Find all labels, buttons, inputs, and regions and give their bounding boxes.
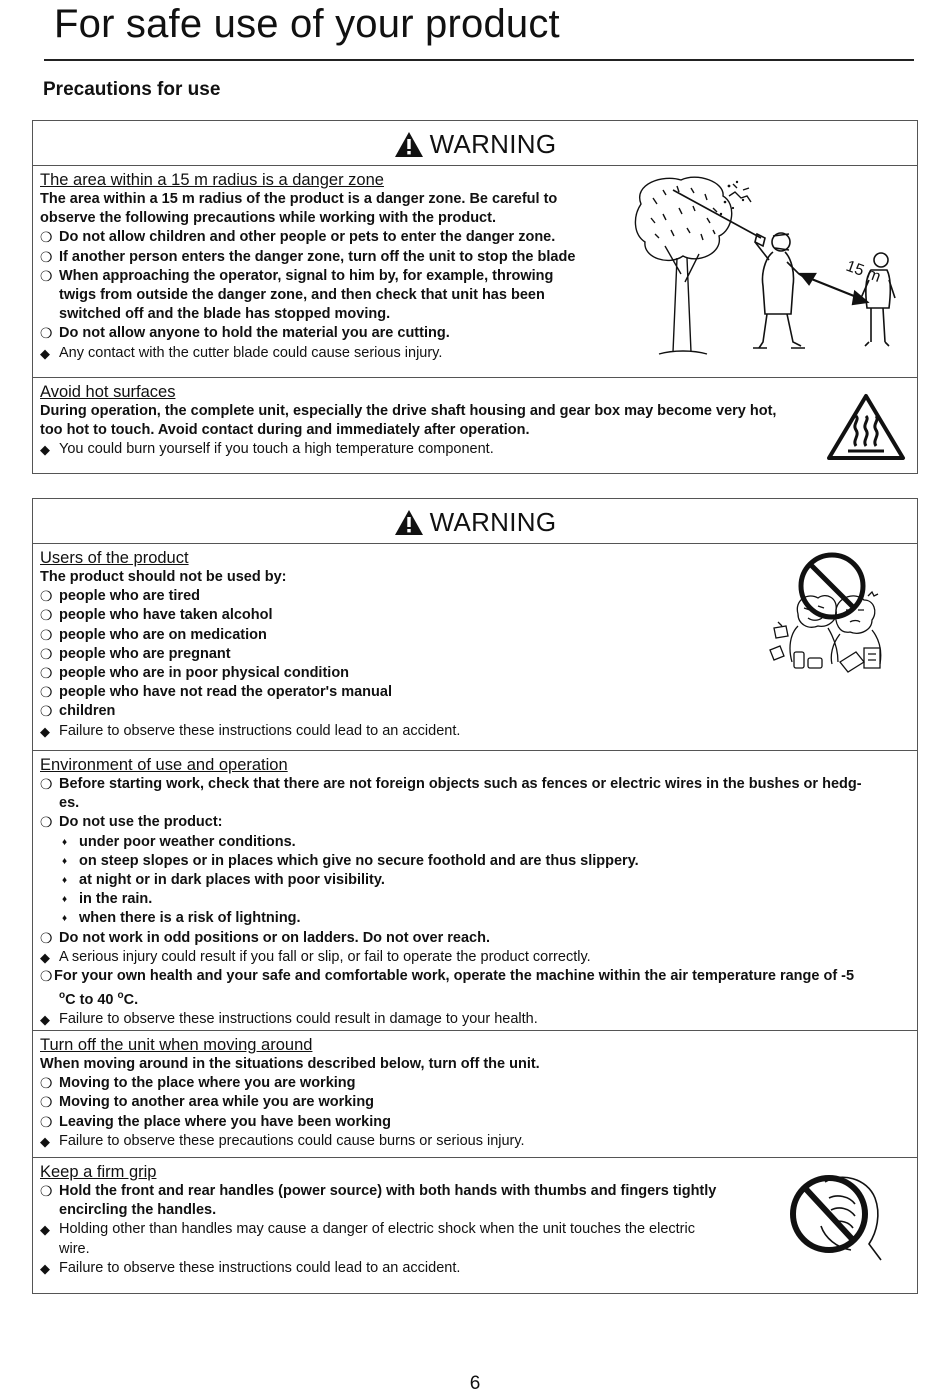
no-improper-grip-icon — [785, 1164, 885, 1264]
list-item: ❍ Moving to the place where you are working — [40, 1074, 910, 1093]
bullet-circle-icon: ❍ — [40, 267, 53, 284]
list-item: ❍ If another person enters the danger zone, turn off the unit to stop the blade — [40, 248, 610, 267]
warning-box-1 — [32, 120, 918, 474]
danger-zone-intro: observe the following precautions while working with the product. — [40, 210, 496, 227]
hot-surface-title: Avoid hot surfaces — [40, 383, 176, 401]
environment-section — [33, 751, 917, 1031]
turn-off-section — [33, 1031, 917, 1158]
diamond-bullet-icon: ◆ — [40, 442, 50, 458]
list-item-continued: switched off and the blade has stopped moving. — [59, 306, 391, 323]
bullet-circle-icon: ❍ — [40, 607, 53, 624]
warning-header — [33, 499, 917, 544]
bullet-circle-icon: ❍ — [40, 248, 53, 265]
hedge-trimmer-danger-zone-illustration — [633, 174, 913, 359]
bullet-circle-icon: ❍ — [40, 665, 53, 682]
bullet-circle-icon: ❍ — [40, 814, 53, 831]
danger-zone-section — [33, 166, 917, 378]
title-divider — [44, 59, 914, 61]
bullet-circle-icon: ❍ — [40, 703, 53, 720]
bullet-circle-icon: ❍ — [40, 1075, 53, 1092]
warning-box-2 — [32, 498, 918, 1294]
diamond-bullet-icon: ◆ — [40, 1012, 50, 1028]
list-item: ❍ For your own health and your safe and comfortable work, operate the machine within the air temperature range of -5 — [40, 967, 910, 986]
bullet-circle-icon: ❍ — [40, 929, 53, 946]
list-item-continued: encircling the handles. — [59, 1202, 217, 1219]
list-item: ❍ people who have taken alcohol — [40, 606, 910, 625]
danger-zone-title: The area within a 15 m radius is a danger zone — [40, 171, 384, 189]
list-item: ❍ Do not allow anyone to hold the material you are cutting. — [40, 324, 600, 343]
diamond-bullet-icon: ◆ — [40, 345, 50, 361]
list-item: ❍ Do not work in odd positions or on ladders. Do not over reach. — [40, 929, 910, 948]
bullet-circle-icon: ❍ — [40, 776, 53, 792]
users-section — [33, 544, 917, 751]
list-item-continued: twigs from outside the danger zone, and then check that unit has been — [59, 287, 545, 304]
list-item-continued: $^o$C to 40 $^o$C. — [59, 990, 139, 1009]
hot-surface-section — [33, 378, 917, 473]
environment-note: ◆ Failure to observe these instructions could result in damage to your health. — [40, 1010, 910, 1029]
list-item: ❍ When approaching the operator, signal to him by, for example, throwing — [40, 267, 600, 286]
sub-list-item: ♦ on steep slopes or in places which give no secure foothold and are thus slippery. — [40, 852, 910, 871]
bullet-circle-icon: ❍ — [40, 588, 53, 605]
users-note: ◆ Failure to observe these instructions could lead to an accident. — [40, 722, 910, 741]
firm-grip-section — [33, 1158, 917, 1294]
diamond-bullet-icon: ◆ — [40, 723, 50, 739]
list-item: ❍ Hold the front and rear handles (power source) with both hands with thumbs and fingers tightly — [40, 1182, 760, 1201]
bullet-circle-icon: ❍ — [40, 968, 53, 985]
turn-off-title: Turn off the unit when moving around — [40, 1036, 313, 1054]
warning-triangle-icon — [394, 131, 424, 158]
diamond-bullet-icon: ◆ — [40, 1133, 50, 1149]
list-item: ❍ Before starting work, check that there are not foreign objects such as fences or electric wires in the bushes or hedg- — [40, 775, 910, 794]
turn-off-note: ◆ Failure to observe these precautions could cause burns or serious injury. — [40, 1132, 910, 1151]
environment-note: ◆ A serious injury could result if you fall or slip, or fail to operate the product correctly. — [40, 948, 910, 967]
hot-surface-text: During operation, the complete unit, especially the drive shaft housing and gear box may become very hot, — [40, 403, 777, 419]
small-diamond-icon: ♦ — [62, 855, 68, 867]
sub-list-item: ♦ in the rain. — [40, 890, 910, 909]
warning-header — [33, 121, 917, 166]
bullet-circle-icon: ❍ — [40, 229, 53, 246]
users-title: Users of the product — [40, 549, 189, 567]
distance-label: 15 m — [843, 257, 883, 286]
list-item: ❍ people who are on medication — [40, 626, 910, 645]
danger-zone-note: ◆ Any contact with the cutter blade could cause serious injury. — [40, 344, 600, 363]
page-title: For safe use of your product — [54, 2, 560, 46]
sub-list-item: ♦ at night or in dark places with poor visibility. — [40, 871, 910, 890]
users-intro: The product should not be used by: — [40, 569, 287, 585]
bullet-circle-icon: ❍ — [40, 645, 53, 662]
firm-grip-note: ◆ Holding other than handles may cause a danger of electric shock when the unit touches the electric — [40, 1220, 760, 1239]
small-diamond-icon: ♦ — [62, 913, 68, 925]
bullet-circle-icon: ❍ — [40, 1183, 53, 1199]
list-item: ❍ Leaving the place where you have been working — [40, 1113, 910, 1132]
warning-title: WARNING — [429, 506, 557, 537]
list-item-continued: es. — [59, 795, 80, 812]
page-number: 6 — [469, 1373, 481, 1394]
prohibited-users-illustration — [768, 552, 898, 682]
bullet-circle-icon: ❍ — [40, 626, 53, 643]
sub-list-item: ♦ under poor weather conditions. — [40, 833, 910, 852]
warning-triangle-icon — [394, 509, 424, 536]
bullet-circle-icon: ❍ — [40, 1113, 53, 1130]
bullet-circle-icon: ❍ — [40, 1094, 53, 1111]
hot-surface-icon — [826, 392, 906, 462]
firm-grip-title: Keep a firm grip — [40, 1163, 157, 1181]
list-item: ❍ Do not use the product: — [40, 813, 910, 832]
turn-off-intro: When moving around in the situations described below, turn off the unit. — [40, 1056, 540, 1072]
diamond-bullet-icon: ◆ — [40, 1260, 50, 1276]
danger-zone-intro: The area within a 15 m radius of the product is a danger zone. Be careful to — [40, 191, 558, 207]
warning-title: WARNING — [429, 128, 557, 159]
list-item: ❍ people who are tired — [40, 587, 910, 606]
list-item: ❍ Do not allow children and other people or pets to enter the danger zone. — [40, 228, 600, 247]
list-item: ❍ Moving to another area while you are working — [40, 1093, 910, 1112]
diamond-bullet-icon: ◆ — [40, 949, 50, 965]
hot-surface-text: too hot to touch. Avoid contact during and immediately after operation. — [40, 422, 530, 439]
bullet-circle-icon: ❍ — [40, 684, 53, 701]
bullet-circle-icon: ❍ — [40, 325, 53, 342]
hot-surface-note: ◆ You could burn yourself if you touch a high temperature component. — [40, 440, 910, 459]
list-item: ❍ people who have not read the operator's manual — [40, 683, 910, 702]
small-diamond-icon: ♦ — [62, 836, 68, 848]
sub-list-item: ♦ when there is a risk of lightning. — [40, 909, 910, 928]
list-item: ❍ people who are pregnant — [40, 645, 910, 664]
small-diamond-icon: ♦ — [62, 875, 68, 887]
section-heading: Precautions for use — [43, 79, 221, 100]
firm-grip-note: ◆ Failure to observe these instructions could lead to an accident. — [40, 1259, 760, 1278]
list-item: ❍ people who are in poor physical condition — [40, 664, 910, 683]
small-diamond-icon: ♦ — [62, 894, 68, 906]
environment-title: Environment of use and operation — [40, 756, 288, 774]
firm-grip-note-continued: wire. — [59, 1240, 90, 1257]
diamond-bullet-icon: ◆ — [40, 1222, 50, 1238]
list-item: ❍ children — [40, 702, 910, 721]
